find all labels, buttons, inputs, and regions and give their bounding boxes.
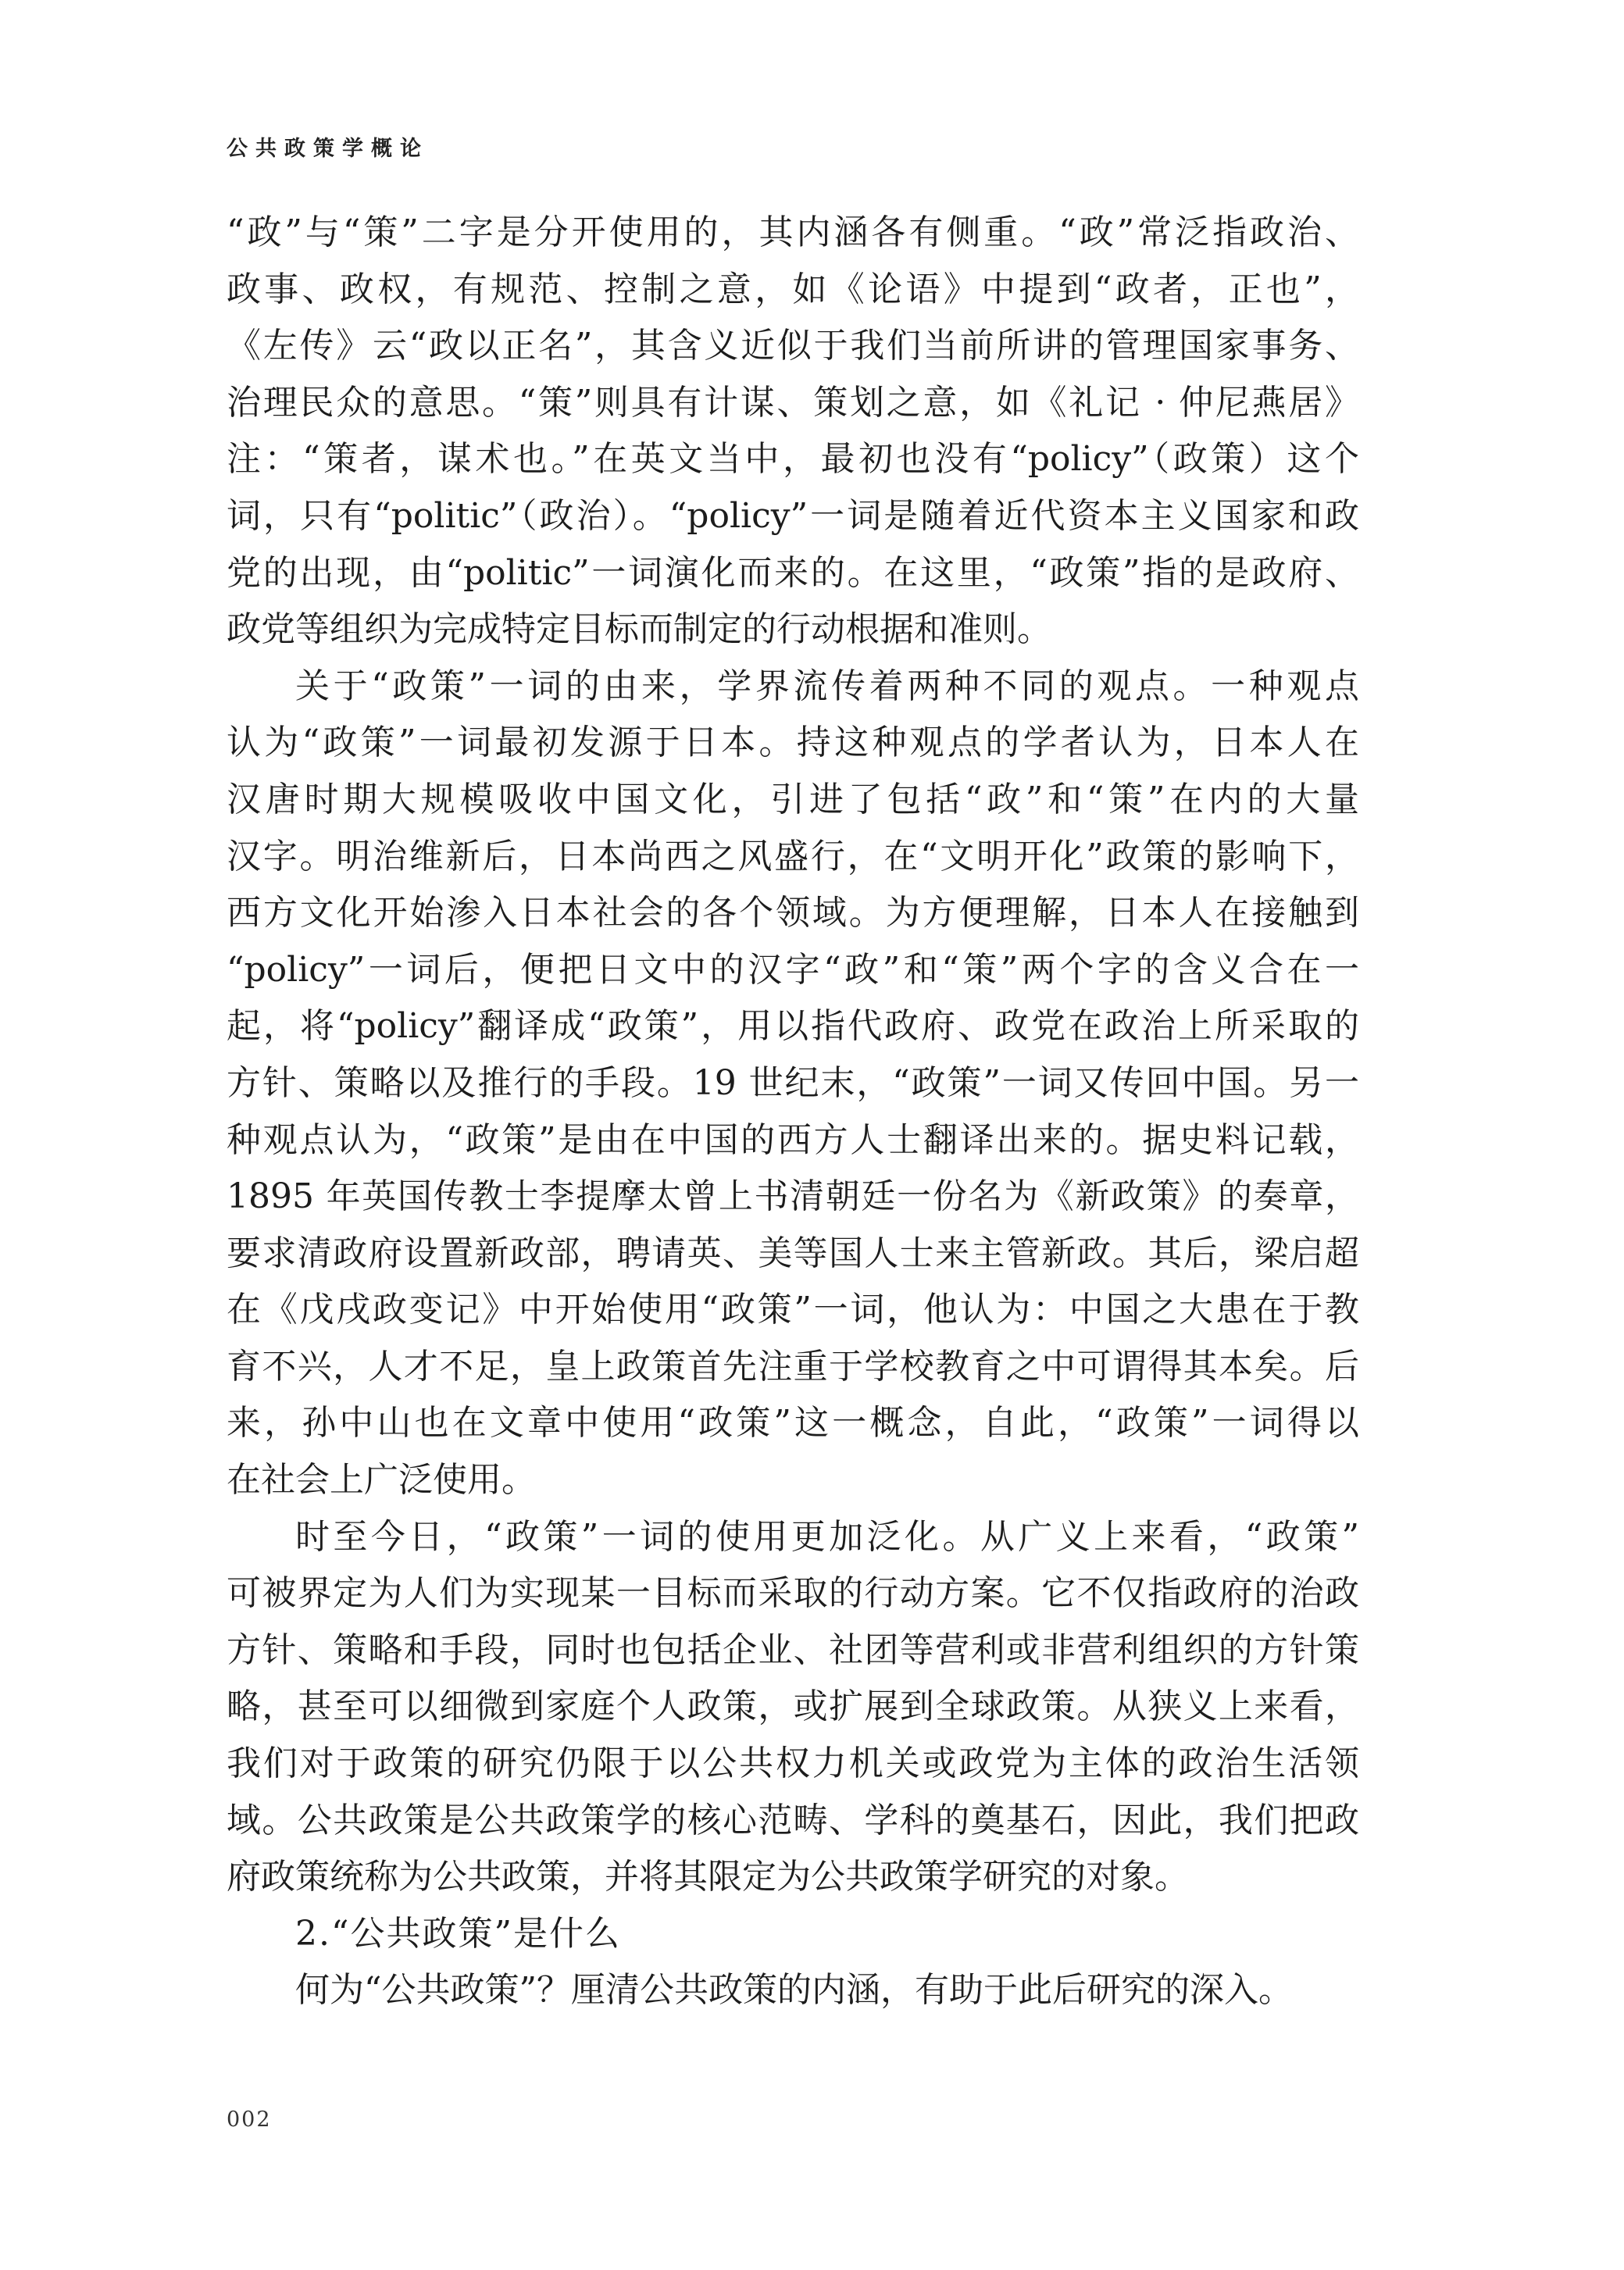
text-line: 可被界定为人们为实现某一目标而采取的行动方案。它不仅指政府的治政 bbox=[227, 1573, 1359, 1614]
text-line: 在社会上广泛使用。 bbox=[227, 1460, 536, 1501]
text-line: 何为“公共政策”？厘清公共政策的内涵，有助于此后研究的深入。 bbox=[295, 1970, 1293, 2011]
text-line: 在《戊戌政变记》中开始使用“政策”一词，他认为：中国之大患在于教 bbox=[227, 1290, 1359, 1330]
text-line: 《左传》云“政以正名”，其含义近似于我们当前所讲的管理国家事务、 bbox=[227, 326, 1359, 366]
text-line: 党的出现，由“politic”一词演化而来的。在这里，“政策”指的是政府、 bbox=[227, 552, 1359, 593]
text-line: 时至今日，“政策”一词的使用更加泛化。从广义上来看，“政策” bbox=[295, 1516, 1359, 1557]
text-line: 育不兴，人才不足，皇上政策首先注重于学校教育之中可谓得其本矣。后 bbox=[227, 1346, 1359, 1387]
text-line: 认为“政策”一词最初发源于日本。持这种观点的学者认为，日本人在 bbox=[227, 723, 1359, 763]
page-number: 002 bbox=[227, 2108, 272, 2132]
text-line: 关于“政策”一词的由来，学界流传着两种不同的观点。一种观点 bbox=[295, 666, 1359, 706]
text-line: 词，只有“politic”（政治）。“policy”一词是随着近代资本主义国家和政 bbox=[227, 495, 1359, 536]
text-line: 要求清政府设置新政部，聘请英、美等国人士来主管新政。其后，梁启超 bbox=[227, 1233, 1359, 1273]
body-text bbox=[227, 205, 1359, 2019]
text-line: “政”与“策”二字是分开使用的，其内涵各有侧重。“政”常泛指政治、 bbox=[227, 212, 1359, 252]
running-header: 公共政策学概论 bbox=[227, 137, 429, 161]
text-line: 府政策统称为公共政策，并将其限定为公共政策学研究的对象。 bbox=[227, 1857, 1189, 1897]
text-line: 域。公共政策是公共政策学的核心范畴、学科的奠基石，因此，我们把政 bbox=[227, 1800, 1359, 1840]
text-line: 起，将“policy”翻译成“政策”，用以指代政府、政党在政治上所采取的 bbox=[227, 1006, 1359, 1047]
text-line: 我们对于政策的研究仍限于以公共权力机关或政党为主体的政治生活领 bbox=[227, 1744, 1359, 1784]
text-line: 政党等组织为完成特定目标而制定的行动根据和准则。 bbox=[227, 609, 1051, 650]
text-line: 注：“策者，谋术也。”在英文当中，最初也没有“policy”（政策）这个 bbox=[227, 439, 1359, 480]
text-line: 1895 年英国传教士李提摩太曾上书清朝廷一份名为《新政策》的奏章， bbox=[227, 1176, 1359, 1217]
text-line: 政事、政权，有规范、控制之意，如《论语》中提到“政者，正也”， bbox=[227, 269, 1359, 309]
text-line: 方针、策略以及推行的手段。19 世纪末，“政策”一词又传回中国。另一 bbox=[227, 1062, 1359, 1103]
text-line: 汉唐时期大规模吸收中国文化，引进了包括“政”和“策”在内的大量 bbox=[227, 779, 1359, 819]
text-line: 种观点认为，“政策”是由在中国的西方人士翻译出来的。据史料记载， bbox=[227, 1119, 1359, 1160]
text-line: 汉字。明治维新后，日本尚西之风盛行，在“文明开化”政策的影响下， bbox=[227, 836, 1359, 876]
text-line: 略，甚至可以细微到家庭个人政策，或扩展到全球政策。从狭义上来看， bbox=[227, 1686, 1359, 1727]
text-line: 西方文化开始渗入日本社会的各个领域。为方便理解，日本人在接触到 bbox=[227, 893, 1359, 933]
text-line: 治理民众的意思。“策”则具有计谋、策划之意，如《礼记 · 仲尼燕居》 bbox=[227, 382, 1359, 423]
section-heading: 2.“公共政策”是什么 bbox=[295, 1913, 621, 1954]
text-line: “policy”一词后，便把日文中的汉字“政”和“策”两个字的含义合在一 bbox=[227, 949, 1359, 990]
text-line: 来，孙中山也在文章中使用“政策”这一概念，自此，“政策”一词得以 bbox=[227, 1403, 1359, 1444]
text-line: 方针、策略和手段，同时也包括企业、社团等营利或非营利组织的方针策 bbox=[227, 1629, 1359, 1670]
